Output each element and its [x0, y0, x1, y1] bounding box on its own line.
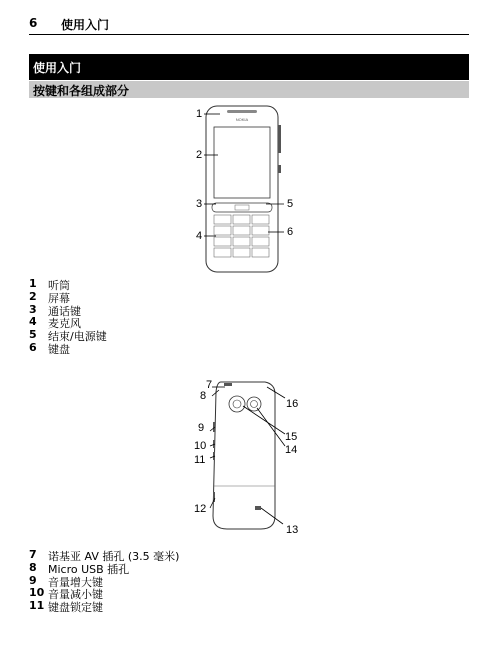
callout-15: 15: [285, 431, 298, 443]
callout-13: 13: [286, 524, 299, 536]
section-heading: [29, 54, 469, 80]
callout-7: 7: [206, 379, 213, 391]
callout-1: 1: [196, 108, 203, 120]
section-title: 使用入门: [33, 61, 82, 75]
subsection-heading: [29, 81, 469, 98]
callout-6: 6: [287, 226, 294, 238]
callout-4: 4: [196, 230, 203, 242]
page-header: [29, 14, 469, 35]
callout-8: 8: [200, 390, 207, 402]
svg-text:NOKIA: NOKIA: [235, 117, 249, 122]
page-number: 6: [29, 16, 38, 30]
callout-14: 14: [285, 444, 298, 456]
callout-5: 5: [287, 198, 294, 210]
phone-front-illustration: [190, 103, 310, 275]
header-title: 使用入门: [61, 18, 110, 32]
callout-10: 10: [194, 440, 207, 452]
callout-16: 16: [286, 398, 299, 410]
callout-9: 9: [198, 422, 205, 434]
subsection-title: 按键和各组成部分: [33, 84, 130, 98]
callout-3: 3: [196, 198, 203, 210]
callout-12: 12: [194, 503, 207, 515]
callout-11: 11: [194, 454, 206, 466]
callout-2: 2: [196, 149, 203, 161]
